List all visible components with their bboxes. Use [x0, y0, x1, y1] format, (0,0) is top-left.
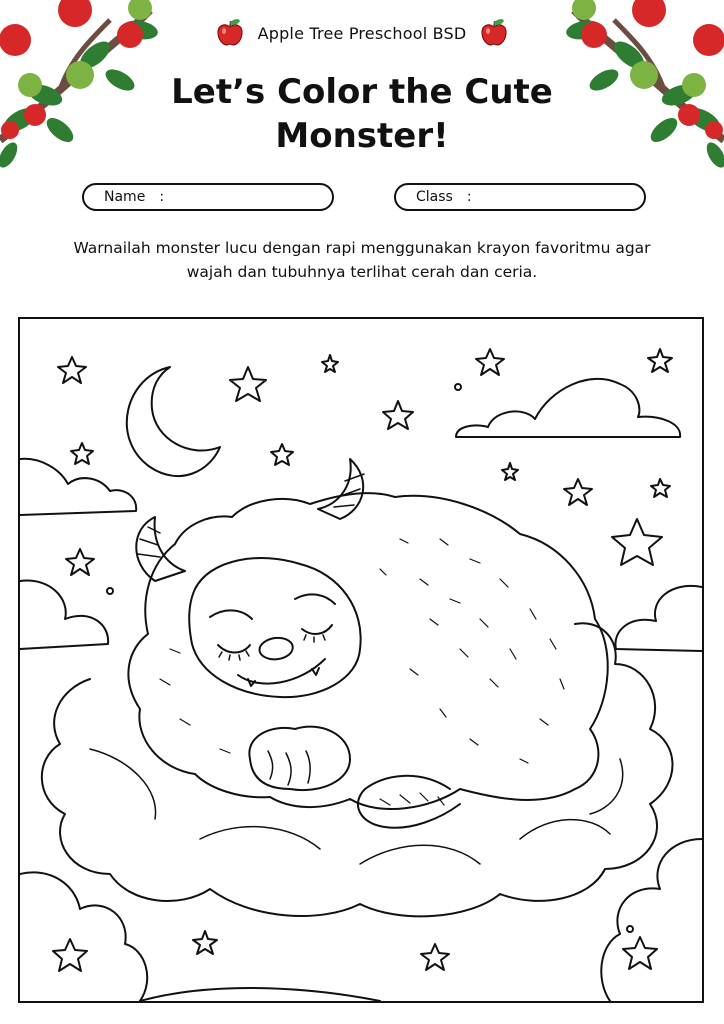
star-icon	[322, 355, 338, 372]
stars-group	[53, 349, 672, 971]
star-icon	[651, 479, 670, 497]
coloring-picture-frame	[18, 317, 704, 1003]
cloud-icon	[20, 459, 136, 515]
cloud-bed	[42, 623, 673, 916]
star-icon	[193, 931, 217, 954]
star-icon	[564, 479, 592, 505]
star-icon	[58, 357, 86, 383]
star-icon	[421, 944, 449, 970]
cloud-icon	[615, 586, 702, 651]
monster-eye-right	[302, 625, 332, 634]
class-separator: :	[466, 189, 472, 205]
crescent-moon-icon	[127, 367, 220, 476]
page-title: Let’s Color the Cute Monster!	[171, 72, 553, 156]
name-field[interactable]	[82, 183, 334, 211]
star-icon	[648, 349, 672, 372]
fur-texture	[160, 539, 564, 763]
star-icon	[66, 549, 94, 575]
coloring-picture	[20, 319, 702, 1001]
star-icon	[271, 444, 293, 465]
instructions-text: Warnailah monster lucu dengan rapi menggunakan krayon favoritmu agar wajah dan tubuhnya terlihat cerah dan ceria.	[73, 239, 651, 281]
cloud-icon	[601, 839, 702, 1001]
monster-face	[189, 558, 360, 697]
star-icon	[502, 463, 518, 480]
monster-eye-left	[218, 645, 250, 653]
name-separator: :	[159, 189, 165, 205]
monster-mouth	[238, 659, 325, 684]
star-icon	[612, 519, 662, 565]
monster-horn-left	[136, 517, 185, 581]
apple-icon	[216, 18, 244, 48]
school-header	[0, 18, 724, 48]
star-icon	[623, 937, 657, 969]
star-icon	[53, 939, 87, 971]
monster-nose	[259, 638, 292, 660]
star-icon	[476, 349, 504, 375]
cloud-icon	[456, 379, 680, 437]
monster-brow-left	[210, 610, 252, 619]
star-icon	[230, 367, 266, 401]
cloud-icon	[140, 988, 380, 1001]
monster-paw-left	[249, 727, 350, 790]
class-label: Class	[416, 189, 453, 205]
monster-horn-right	[318, 459, 363, 519]
school-name: Apple Tree Preschool BSD	[257, 23, 467, 43]
name-label: Name	[104, 189, 146, 205]
monster-brow-right	[295, 594, 335, 604]
star-icon	[383, 401, 413, 429]
cloud-icon	[20, 581, 108, 649]
class-field[interactable]	[394, 183, 646, 211]
apple-icon	[480, 18, 508, 48]
monster-body	[128, 493, 607, 809]
star-icon	[71, 443, 93, 464]
